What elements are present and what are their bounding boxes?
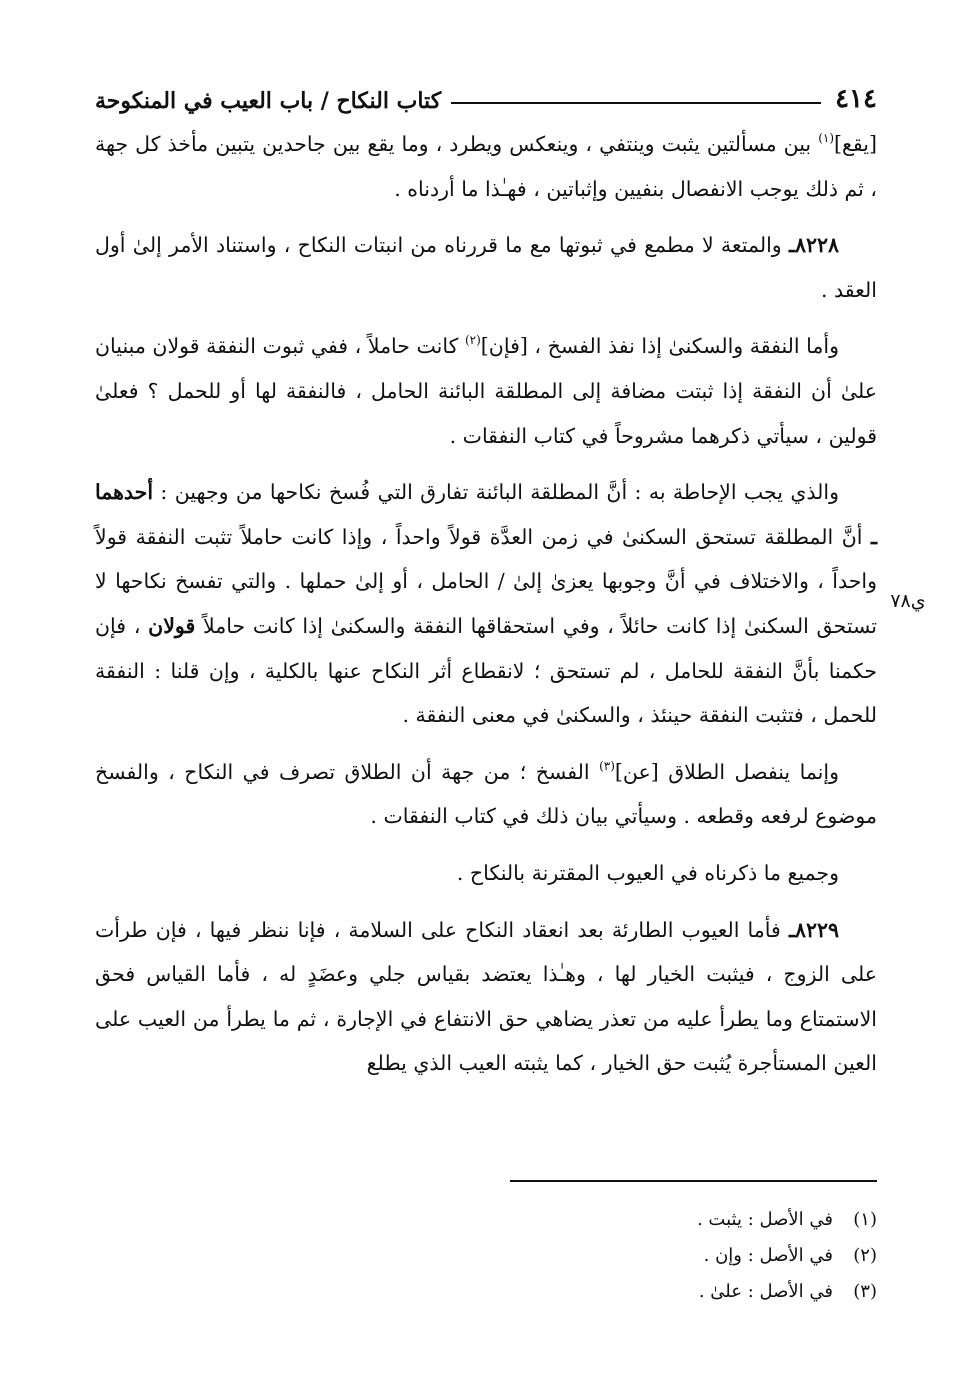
paragraph-8228	[95, 223, 877, 312]
paragraph-1	[95, 122, 877, 211]
paragraph-text: الفسخ ؛ من جهة أن الطلاق تصرف في النكاح ، والفسخ موضوع لرفعه وقطعه . وسيأتي بيان ذلك في كتاب النفقات .	[95, 759, 877, 829]
paragraph-text: وأما النفقة والسكنىٰ إذا نفذ الفسخ ، [فإن]	[480, 334, 840, 359]
paragraph-text: أنَّ المطلقة تستحق السكنىٰ في زمن العدَّة قولاً واحداً ، وإذا كانت حاملاً تثبت النفقة قولاً واحداً ، والاختلاف في أنَّ وجوبها يعزىٰ إلىٰ / الحامل ، أو إلىٰ حملها . والتي تفسخ نكاحها لا تستحق السكنىٰ إذا كانت حائلاً ، وفي استحقاقها النفقة والسكنىٰ إذا كانت حاملاً	[95, 524, 878, 638]
footnote-ref-3: (٣)	[599, 758, 615, 773]
bold-term: أحدهما ـ	[95, 480, 877, 549]
paragraph-text: والذي يجب الإحاطة به : أنَّ المطلقة البائنة تفارق التي فُسخ نكاحها من وجهين :	[153, 480, 839, 505]
paragraph-text: ، فإن حكمنا بأنَّ النفقة للحامل ، لم تستحق ؛ لانقطاع أثر النكاح عنها بالكلية ، وإن قلنا : النفقة للحمل ، فتثبت النفقة حينئذ ، والسكنىٰ في معنى النفقة .	[95, 613, 877, 728]
paragraph-text: وإنما ينفصل الطلاق [عن]	[614, 759, 839, 784]
footnote-text: في الأصل : يثبت .	[696, 1209, 833, 1230]
footnote-number: (٣)	[853, 1281, 877, 1302]
footnote-text: في الأصل : وإن .	[703, 1245, 833, 1266]
footnote-number: (٢)	[853, 1245, 877, 1266]
paragraph-text: فأما العيوب الطارئة بعد انعقاد النكاح على السلامة ، فإنا ننظر فيها ، فإن طرأت على الزوج ، فيثبت الخيار لها ، وهـٰذا يعتضد بقياس جلي وعضَدٍ له ، فأما القياس فحق الاستمتاع وما يطرأ عليه من تعذر يضاهي حق الانتفاع في الإجارة ، ثم ما يطرأ من العيب على العين المستأجرة يُثبت حق الخيار ، كما يثبته العيب الذي يطلع	[95, 917, 877, 1076]
paragraph-6	[95, 851, 877, 896]
running-title: كتاب النكاح / باب العيب في المنكوحة	[95, 88, 442, 114]
footnotes	[95, 1202, 877, 1310]
paragraph-text: [يقع]	[834, 132, 877, 156]
page-number: ٤١٤	[835, 84, 877, 114]
paragraph-5	[95, 750, 877, 839]
footnote-text: في الأصل : علىٰ .	[698, 1281, 833, 1302]
section-number: ٨٢٢٨ـ	[788, 233, 839, 258]
paragraph-text: وجميع ما ذكرناه في العيوب المقترنة بالنكاح .	[456, 860, 839, 885]
paragraph-8229	[95, 908, 877, 1086]
footnote-2	[95, 1238, 877, 1274]
footnote-1	[95, 1202, 877, 1238]
page-header	[95, 74, 877, 114]
paragraph-text: والمتعة لا مطمع في ثبوتها مع ما قررناه من انبتات النكاح ، واستناد الأمر إلىٰ أول العقد .	[95, 233, 877, 302]
paragraph-text: بين مسألتين يثبت وينتفي ، وينعكس ويطرد ، وما يقع بين جاحدين يتبين مأخذ كل جهة ، ثم ذلك يوجب الانفصال بنفيين وإثباتين ، فهـٰذا ما أردناه .	[95, 132, 877, 201]
paragraph-4	[95, 470, 877, 738]
paragraph-text: كانت حاملاً ، ففي ثبوت النفقة قولان مبنيان علىٰ أن النفقة إذا ثبتت مضافة إلى المطلقة البائنة الحامل ، فالنفقة لها أو للحمل ؟ فعلىٰ قولين ، سيأتي ذكرهما مشروحاً في كتاب النفقات .	[95, 334, 877, 448]
footnote-3	[95, 1274, 877, 1310]
bold-term: قولان	[148, 613, 196, 638]
footnote-ref-2: (٢)	[464, 333, 481, 348]
footnote-number: (١)	[853, 1209, 877, 1230]
margin-folio-note: ي٧٨	[890, 590, 926, 612]
main-text	[95, 122, 877, 1098]
section-number: ٨٢٢٩ـ	[788, 917, 839, 942]
paragraph-3	[95, 324, 877, 458]
footnote-divider	[510, 1180, 877, 1182]
footnote-ref-1: (١)	[818, 131, 835, 145]
header-rule	[451, 102, 821, 104]
